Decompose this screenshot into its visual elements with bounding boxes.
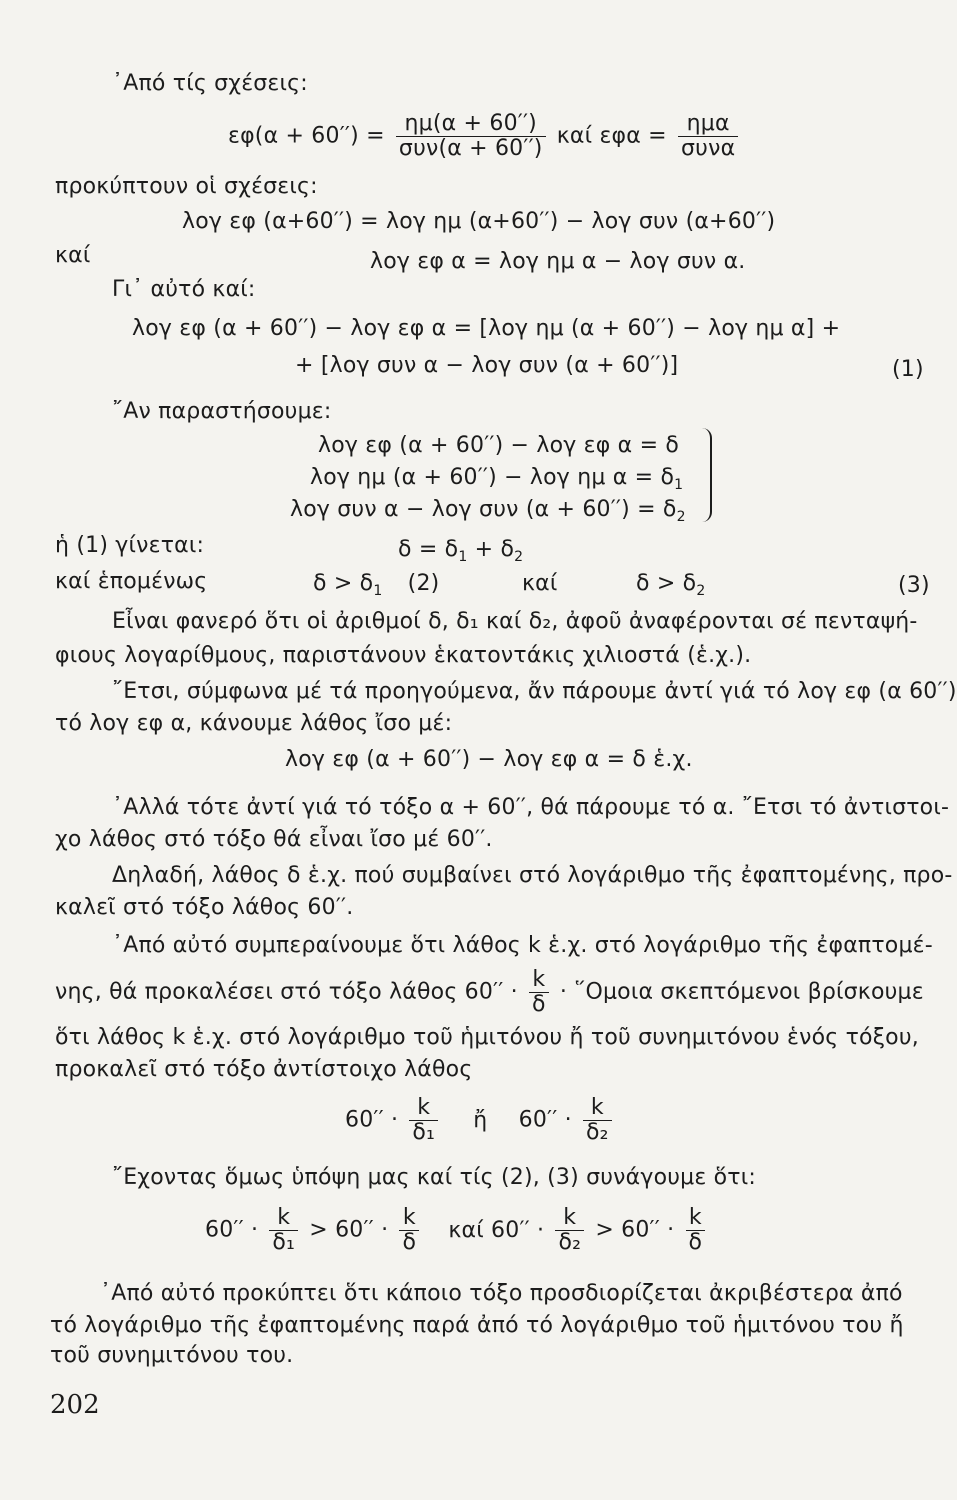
text-line: Δηλαδή, λάθος δ ἑ.χ. πού συμβαίνει στό λογάριθμο τῆς ἐφαπτομένης, προ- [112,863,953,888]
equation-line [398,536,523,566]
inequality [636,570,705,600]
fraction-denominator: συν(α + 60′′) [396,136,546,161]
fraction-numerator: k [590,1095,604,1120]
equation-line [205,1206,709,1255]
equation-tag: (3) [898,573,930,598]
subscript: 1 [373,583,383,599]
eq-part: + δ [467,537,515,562]
page-number: 202 [50,1390,100,1420]
subscript: 2 [696,583,706,599]
text-line: φιους λογαρίθμους, παριστάνουν ἑκατοντάκις χιλιοστά (ἑ.χ.). [55,643,752,668]
fraction [678,112,738,161]
equation-line: λογ εφ (α + 60′′) − λογ εφ α = δ ἑ.χ. [285,747,693,772]
subscript: 1 [458,549,468,565]
text-line: ῎Αν παραστήσουμε: [112,399,332,424]
fraction [686,1206,706,1255]
equation-line: λογ εφ α = λογ ημ α − λογ συν α. [370,249,746,274]
text-line: ὅτι λάθος k ἑ.χ. στό λογάριθμο τοῦ ἡμιτόνου ἤ τοῦ συνημιτόνου ἑνός τόξου, [55,1025,919,1050]
fraction [399,1206,419,1255]
text-line: Γι᾿ αὐτό καί: [112,277,256,302]
eq-part: · ῞Ομοια σκεπτόμενοι βρίσκουμε [559,979,924,1005]
subscript: 1 [674,477,684,493]
fraction-numerator: ημ(α + 60′′) [404,111,537,136]
fraction-numerator: k [532,967,546,992]
equation-tan-sum [228,112,742,161]
fraction-numerator: k [417,1095,431,1120]
fraction-denominator: δ₁ [269,1230,298,1255]
eq-part: λογ ημ (α + 60′′) − λογ ημ α = δ [310,465,675,490]
fraction-denominator: δ [529,992,549,1017]
text-line: καί ἑπομένως [55,569,208,594]
fraction-denominator: δ₂ [583,1120,612,1145]
text-line: ἡ (1) γίνεται: [55,533,205,558]
text-line: προκύπτουν οἱ σχέσεις: [55,174,318,199]
fraction-denominator: δ₂ [555,1230,584,1255]
subscript: 2 [676,509,686,525]
text-line: προκαλεῖ στό τόξο ἀντίστοιχο λάθος [55,1057,473,1082]
eq-part: 60′′ · [205,1217,259,1243]
text-line: καλεῖ στό τόξο λάθος 60′′. [55,895,354,920]
inequality [313,570,439,600]
fraction-denominator: συνα [678,136,738,161]
fraction [269,1206,298,1255]
text-line: ᾿Αλλά τότε ἀντί γιά τό τόξο α + 60′′, θά πάρουμε τό α. ῎Ετσι τό ἀντιστοι- [112,795,950,820]
equation-line: λογ εφ (α + 60′′) − λογ εφ α = δ [318,433,680,458]
fraction [555,1206,584,1255]
text-line: Εἶναι φανερό ὅτι οἱ ἀριθμοί δ, δ₁ καί δ₂, ἀφοῦ ἀναφέρονται σέ πενταψή- [112,609,918,634]
fraction-numerator: k [402,1205,416,1230]
eq-part: ἤ [473,1107,488,1133]
right-brace [700,428,712,522]
text-line: ῎Ετσι, σύμφωνα μέ τά προηγούμενα, ἄν πάρουμε ἀντί γιά τό λογ εφ (α 60′′) [112,679,957,704]
text-line-with-fraction [55,968,924,1017]
text-line: τό λογ εφ α, κάνουμε λάθος ἴσο μέ: [55,711,453,736]
text-line: καί [55,243,91,268]
text-line: ᾿Από αὐτό συμπεραίνουμε ὅτι λάθος k ἑ.χ. στό λογάριθμο τῆς ἐφαπτομέ- [112,933,933,958]
eq-part: 60′′ · [345,1107,399,1133]
fraction-numerator: ημα [686,111,730,136]
equation-line [345,1096,616,1145]
text-word: καί [522,571,558,596]
equation-line: + [λογ συν α − λογ συν (α + 60′′)] [295,353,679,378]
text-line: ῎Εχοντας ὅμως ὑπόψη μας καί τίς (2), (3) συνάγουμε ὅτι: [112,1165,757,1190]
fraction [409,1096,438,1145]
eq-part: εφ(α + 60′′) = [228,123,385,149]
fraction [583,1096,612,1145]
eq-part: καί εφα = [556,123,667,149]
fraction-denominator: δ [399,1230,419,1255]
fraction-numerator: k [688,1205,702,1230]
eq-part: δ > δ [313,571,374,596]
text-line: τό λογάριθμο τῆς ἐφαπτομένης παρά ἀπό τό λογάριθμο τοῦ ἡμιτόνου του ἤ [50,1313,904,1338]
text-line: ᾿Από αὐτό προκύπτει ὅτι κάποιο τόξο προσδιορίζεται ἀκριβέστερα ἀπό [100,1281,903,1306]
eq-part: > 60′′ · [309,1217,389,1243]
equation-line: λογ εφ (α + 60′′) − λογ εφ α = [λογ ημ (α + 60′′) − λογ ημ α] + [132,316,841,341]
eq-part: δ = δ [398,537,459,562]
equation-tag: (1) [892,357,924,382]
fraction-numerator: k [563,1205,577,1230]
fraction-numerator: k [277,1205,291,1230]
text-line: χο λάθος στό τόξο θά εἶναι ἴσο μέ 60′′. [55,827,493,852]
equation-tag: (2) [407,571,440,596]
eq-part: 60′′ · [518,1107,572,1133]
eq-part: νης, θά προκαλέσει στό τόξο λάθος 60′′ · [55,979,518,1005]
equation-line [290,496,686,526]
equation-line: λογ εφ (α+60′′) = λογ ημ (α+60′′) − λογ συν (α+60′′) [182,209,776,234]
text-line: ᾿Από τίς σχέσεις: [112,71,308,96]
equation-line [310,464,683,494]
fraction-denominator: δ₁ [409,1120,438,1145]
eq-part: δ > δ [636,571,697,596]
subscript: 2 [514,549,524,565]
eq-part: λογ συν α − λογ συν (α + 60′′) = δ [290,497,677,522]
eq-part: > 60′′ · [595,1217,675,1243]
eq-part: καί 60′′ · [448,1217,545,1243]
text-line: τοῦ συνημιτόνου του. [50,1343,294,1368]
fraction [529,968,549,1017]
fraction [396,112,546,161]
fraction-denominator: δ [686,1230,706,1255]
